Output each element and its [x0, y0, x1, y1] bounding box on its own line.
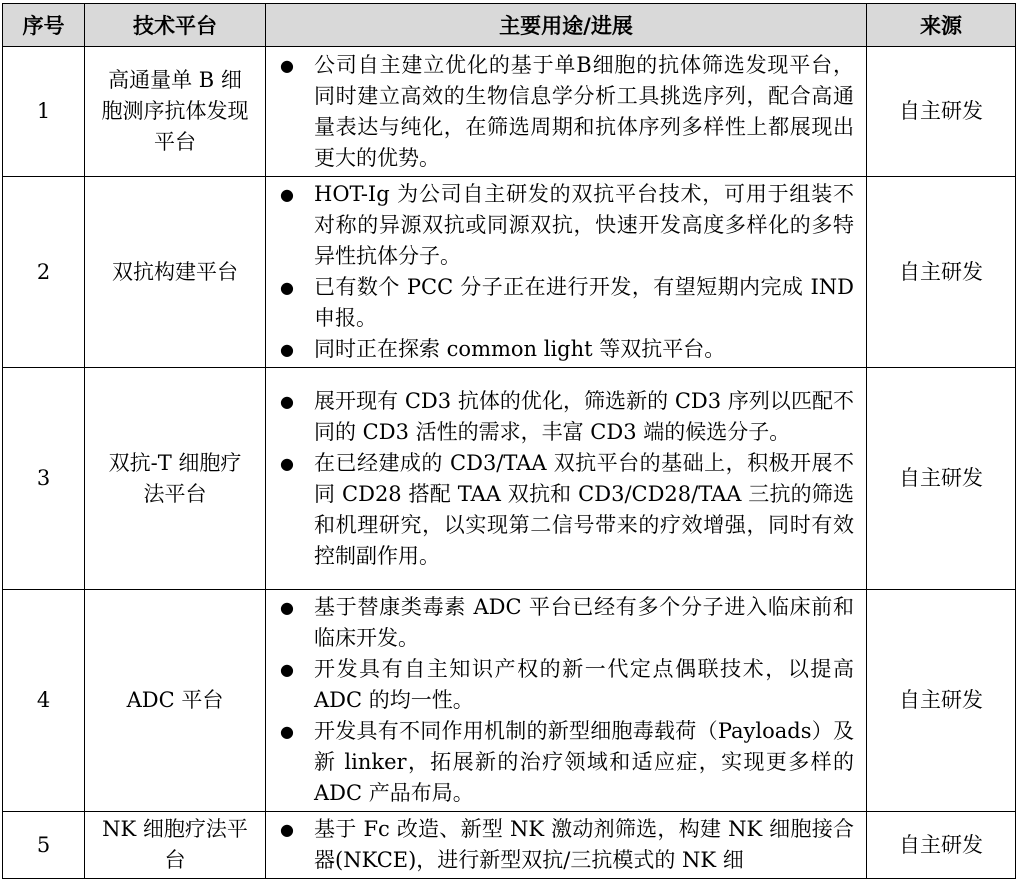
header-uses: 主要用途/进展: [266, 4, 867, 47]
list-item: [276, 50, 854, 174]
bullet-icon: ●: [280, 722, 294, 741]
bullet-text: 开发具有不同作用机制的新型细胞毒载荷（Payloads）及新 linker，拓展新的治疗领域和适应症，实现更多样的 ADC 产品布局。: [314, 719, 854, 805]
header-no: 序号: [3, 4, 85, 47]
bullet-icon: ●: [280, 598, 294, 617]
uses-cell: [266, 590, 867, 812]
source-cell: 自主研发: [867, 368, 1016, 590]
bullet-icon: ●: [280, 660, 294, 679]
platform-name: 双抗构建平台: [85, 177, 266, 368]
row-number: 2: [3, 177, 85, 368]
bullet-icon: ●: [280, 185, 294, 204]
uses-cell: [266, 177, 867, 368]
platform-name: NK 细胞疗法平台: [85, 812, 266, 879]
bullet-text: 基于替康类毒素 ADC 平台已经有多个分子进入临床前和临床开发。: [314, 595, 854, 650]
bullet-text: 公司自主建立优化的基于单B细胞的抗体筛选发现平台，同时建立高效的生物信息学分析工具挑选序列，配合高通量表达与纯化，在筛选周期和抗体序列多样性上都展现出更大的优势。: [314, 52, 854, 170]
uses-cell: [266, 47, 867, 177]
table-row: [3, 47, 1016, 177]
header-source: 来源: [867, 4, 1016, 47]
row-number: 4: [3, 590, 85, 812]
platform-name: 双抗-T 细胞疗法平台: [85, 368, 266, 590]
platform-table: [2, 3, 1016, 879]
list-item: [276, 654, 854, 716]
bullet-text: 基于 Fc 改造、新型 NK 激动剂筛选，构建 NK 细胞接合器(NKCE)，进行新型双抗/三抗模式的 NK 细: [314, 817, 854, 872]
list-item: [276, 448, 854, 572]
header-row: [3, 4, 1016, 47]
table-row: [3, 177, 1016, 368]
bullet-text: 同时正在探索 common light 等双抗平台。: [314, 337, 726, 361]
source-cell: 自主研发: [867, 590, 1016, 812]
bullet-text: 展开现有 CD3 抗体的优化，筛选新的 CD3 序列以匹配不同的 CD3 活性的需求，丰富 CD3 端的候选分子。: [314, 388, 854, 444]
bullet-icon: ●: [280, 340, 294, 359]
row-number: 3: [3, 368, 85, 590]
list-item: [276, 716, 854, 809]
bullet-icon: ●: [280, 453, 294, 473]
list-item: [276, 814, 854, 876]
table-row: [3, 368, 1016, 590]
list-item: [276, 272, 854, 334]
source-cell: 自主研发: [867, 177, 1016, 368]
table-row: [3, 590, 1016, 812]
header-platform: 技术平台: [85, 4, 266, 47]
bullet-text: 在已经建成的 CD3/TAA 双抗平台的基础上，积极开展不同 CD28 搭配 TAA 双抗和 CD3/CD28/TAA 三抗的筛选和机理研究，以实现第二信号带来的疗效增强，同时有效控制副作用。: [314, 450, 854, 568]
row-number: 5: [3, 812, 85, 879]
list-item: [276, 386, 854, 448]
platform-name: ADC 平台: [85, 590, 266, 812]
row-number: 1: [3, 47, 85, 177]
bullet-icon: ●: [280, 278, 294, 297]
list-item: [276, 179, 854, 272]
platform-name: 高通量单 B 细胞测序抗体发现平台: [85, 47, 266, 177]
bullet-icon: ●: [280, 391, 294, 411]
table-row: [3, 812, 1016, 879]
list-item: [276, 592, 854, 654]
list-item: [276, 334, 854, 365]
uses-cell: [266, 368, 867, 590]
bullet-icon: ●: [280, 820, 294, 839]
bullet-icon: ●: [280, 55, 294, 75]
bullet-text: HOT-Ig 为公司自主研发的双抗平台技术，可用于组装不对称的异源双抗或同源双抗，快速开发高度多样化的多特异性抗体分子。: [314, 182, 854, 268]
bullet-text: 开发具有自主知识产权的新一代定点偶联技术，以提高 ADC 的均一性。: [314, 657, 854, 712]
source-cell: 自主研发: [867, 812, 1016, 879]
uses-cell: [266, 812, 867, 879]
bullet-text: 已有数个 PCC 分子正在进行开发，有望短期内完成 IND 申报。: [314, 275, 854, 330]
source-cell: 自主研发: [867, 47, 1016, 177]
